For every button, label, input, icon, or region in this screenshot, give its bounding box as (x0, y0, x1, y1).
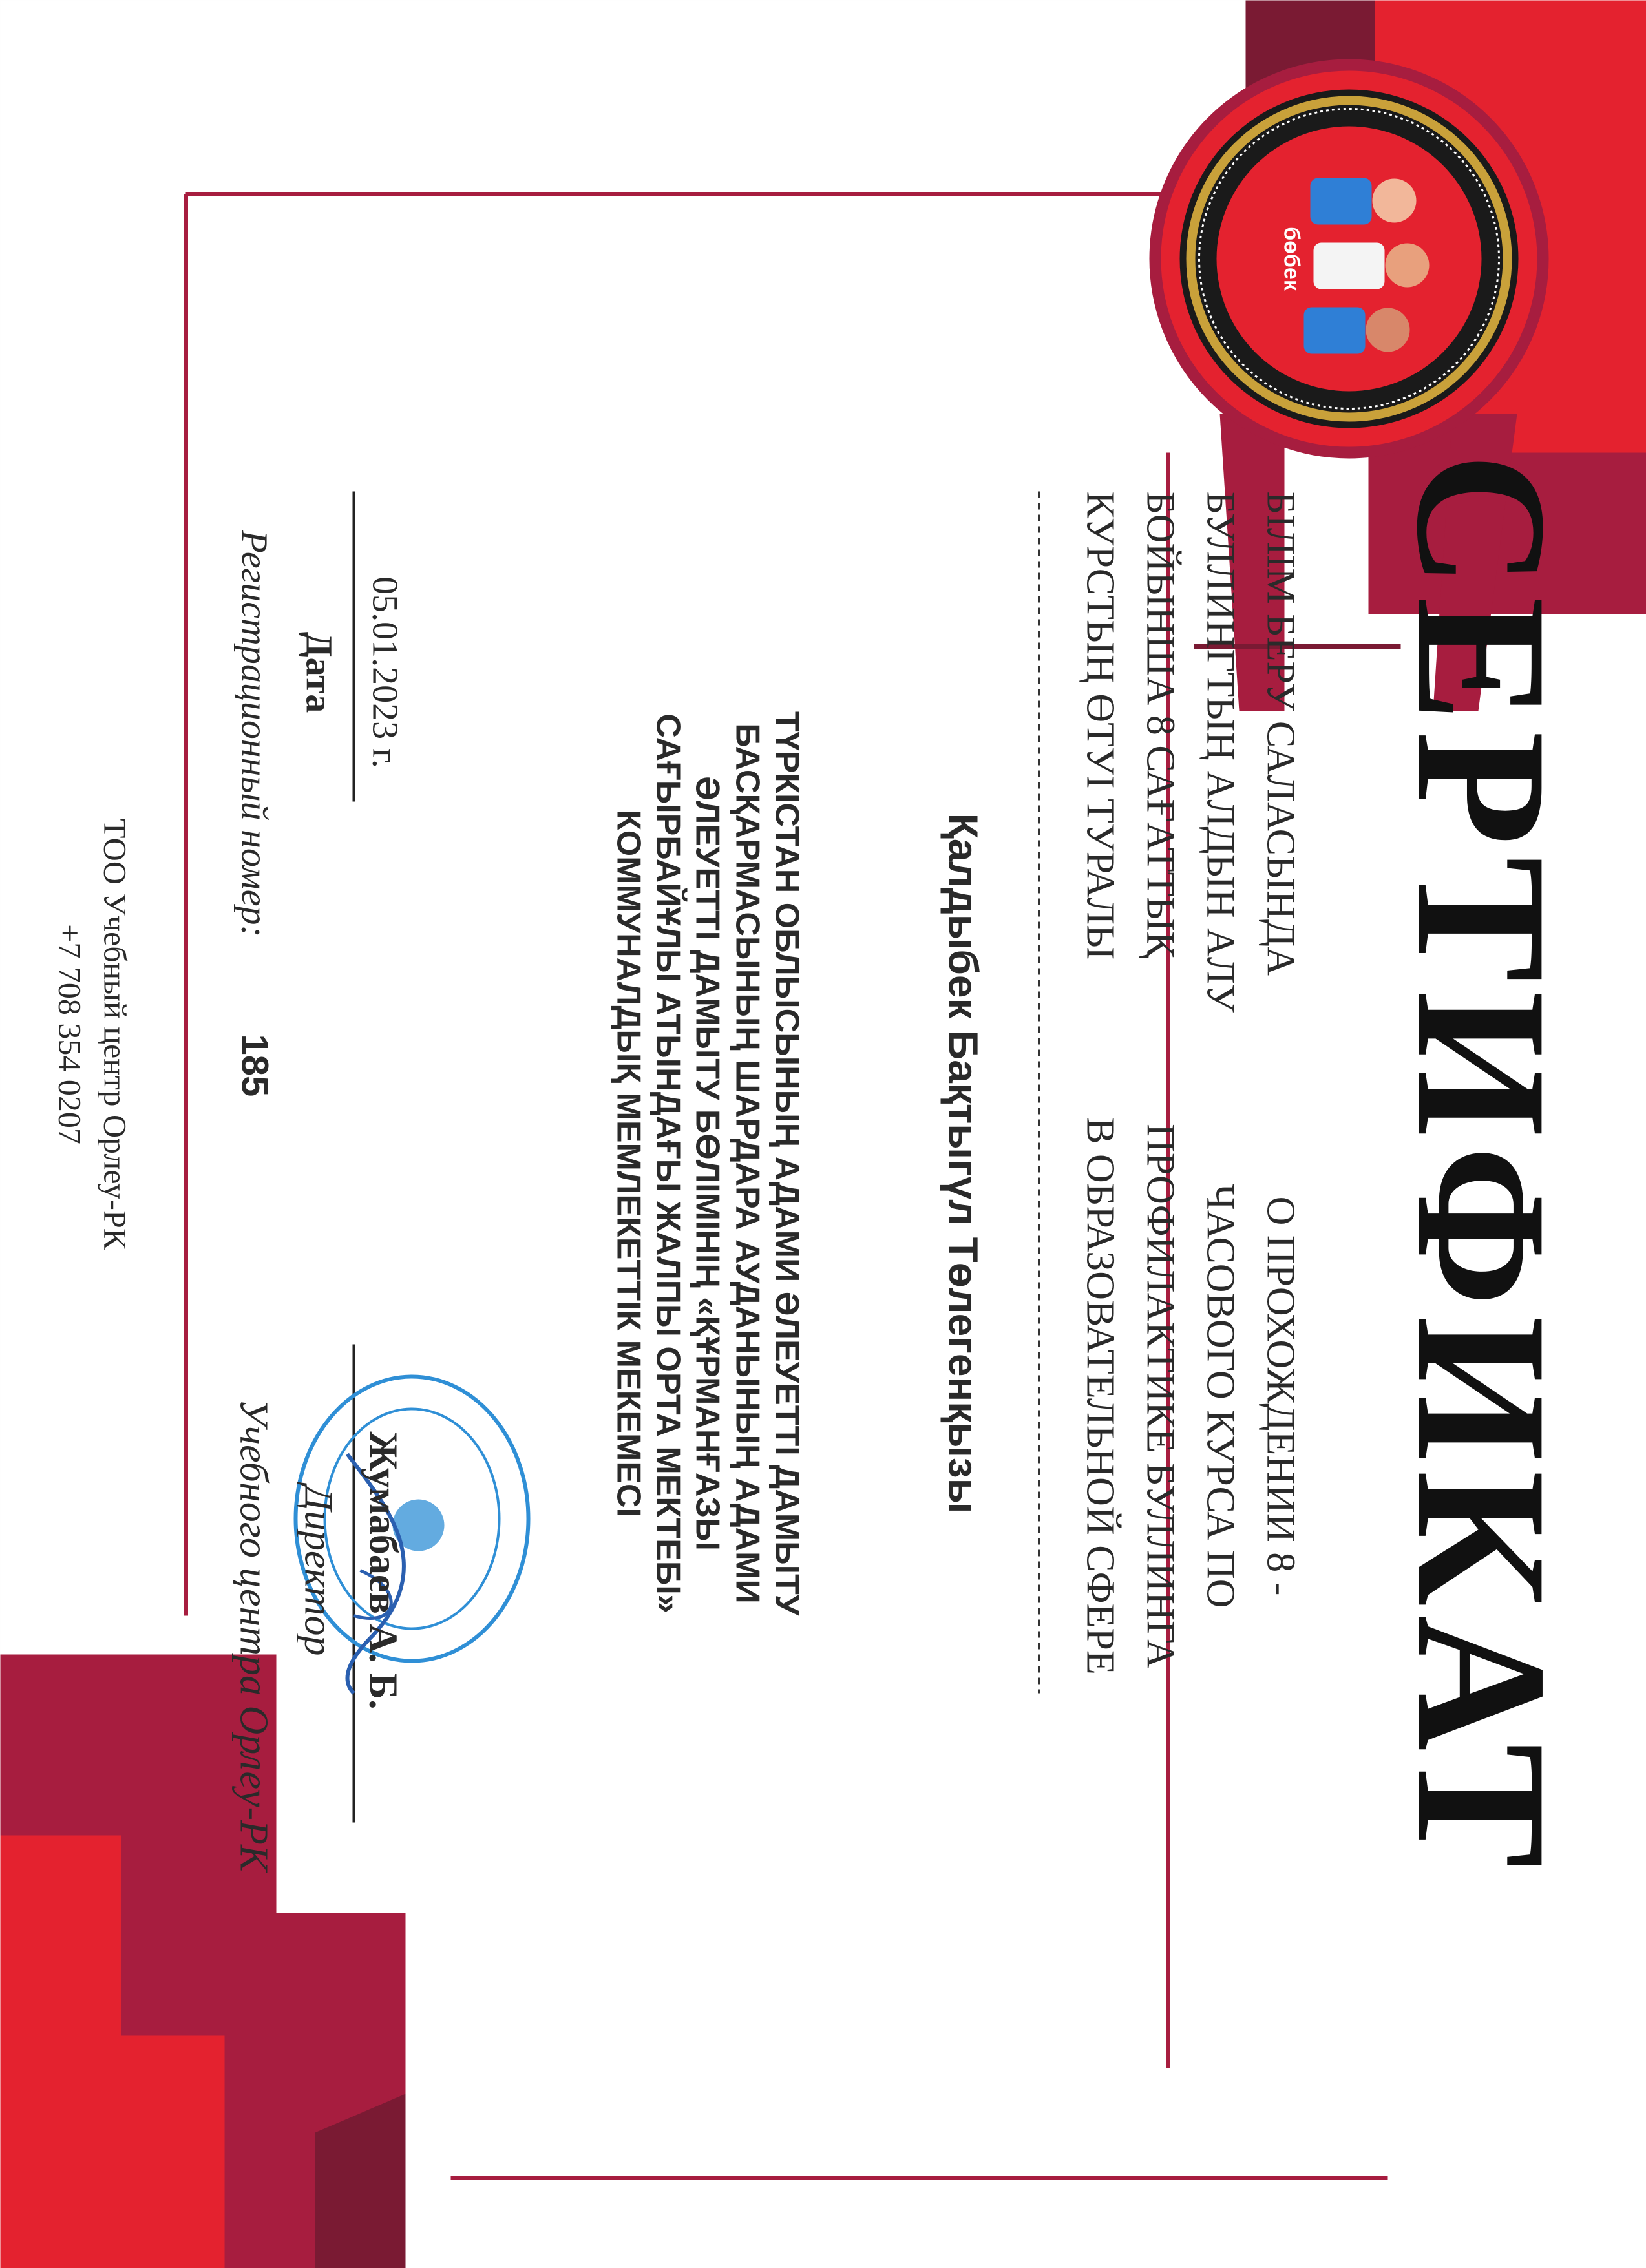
course-title-kazakh (1070, 491, 1310, 1021)
badge-graphic (1110, 39, 1562, 478)
footer-phone: +7 708 354 0207 (52, 923, 88, 1144)
organization-line: КОММУНАЛДЫҚ МЕМЛЕКЕТТІК МЕКЕМЕСІ (609, 809, 647, 1517)
director-position: Директор (296, 1485, 340, 1655)
date-label: Дата (298, 631, 340, 713)
course-ru-line: О ПРОХОЖДЕНИИ 8 - (1258, 1196, 1302, 1595)
recipient-name: Қалдыбек Бақтыгүл Төлегенқызы (940, 813, 986, 1513)
certificate-title: СЕРТИФИКАТ (1378, 452, 1585, 1877)
course-ru-line: ЧАСОВОГО КУРСА ПО (1198, 1183, 1242, 1608)
organization-line: САҒЫРБАЙҰЛЫ АТЫНДАҒЫ ЖАЛПЫ ОРТА МЕКТЕБІ» (648, 713, 686, 1613)
course-ru-line: ПРОФИЛАКТИКЕ БУЛЛИНГА (1138, 1123, 1182, 1668)
issue-date: 05.01.2023 г. (364, 576, 405, 768)
director-organization: Учебного центра Орлеу-РК (231, 1398, 275, 1871)
organization-line: ӘЛЕУЕТТІ ДАМЫТУ БӨЛІМІНІҢ «ҚҰРМАНҒАЗЫ (688, 775, 726, 1551)
registration-number: 185 (233, 1034, 275, 1097)
course-title-russian (1070, 1098, 1310, 1693)
badge-center-text: бөбек (1279, 226, 1303, 291)
course-kk-line: БОЙЫНША 8 САҒАТТЫҚ (1138, 491, 1182, 958)
course-kk-line: БІЛІМ БЕРУ САЛАСЫНДА (1258, 491, 1302, 976)
course-kk-line: КУРСТЫҢ ӨТУІ ТУРАЛЫ (1078, 491, 1122, 960)
footer-organization: ТОО Учебный центр Орлеу-РК (97, 818, 133, 1250)
recipient-organization (607, 582, 806, 1745)
director-name: Жумабаев А. Б. (361, 1431, 405, 1710)
course-ru-line: В ОБРАЗОВАТЕЛЬНОЙ СФЕРЕ (1078, 1117, 1122, 1675)
course-kk-line: БУЛЛИНГТЫҢ АЛДЫН АЛУ (1198, 491, 1242, 1013)
organization-line: БАСҚАРМАСЫНЫҢ ШАРДАРА АУДАНЫНЫҢ АДАМИ (728, 722, 766, 1604)
organization-line: ТҮРКІСТАН ОБЛЫСЫНЫҢ АДАМИ ӘЛЕУЕТТІ ДАМЫТУ (768, 711, 805, 1615)
registration-label: Регистрационный номер: (233, 530, 275, 938)
badge (1110, 39, 1562, 478)
